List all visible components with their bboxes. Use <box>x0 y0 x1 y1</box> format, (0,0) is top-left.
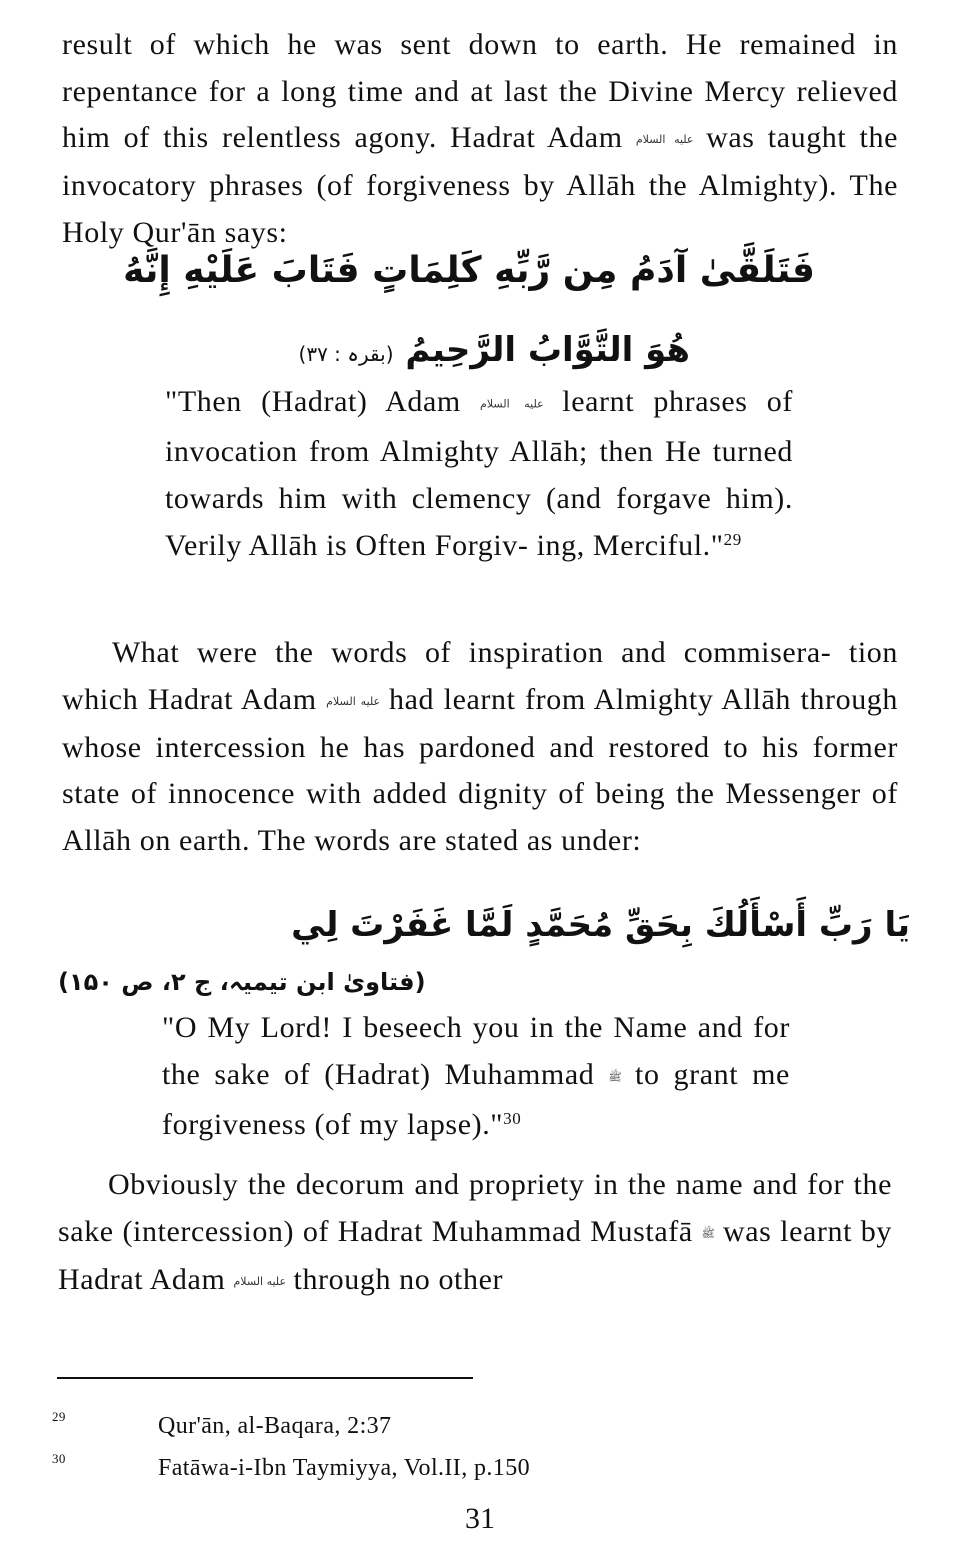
page-number: 31 <box>465 1502 495 1535</box>
footnote-ref-29: 29 <box>723 529 742 549</box>
footnote-number: 30 <box>52 1451 66 1466</box>
quote-1-text-b: learnt phrases of invocation from Almighty Allāh; then He turned towards him with clemency (and forgave him). Verily Allāh is Often Forgiv- ing, Merciful." <box>165 385 793 562</box>
honorific-mark: عليه السلام <box>635 132 694 146</box>
quote-2-text-a: "O My Lord! I beseech you in the Name and for the sake of (Hadrat) Muhammad <box>162 1011 790 1091</box>
paragraph-2-text-a: What were the words of inspiration and commisera- tion which Hadrat Adam <box>62 636 898 716</box>
footnote-divider <box>57 1377 473 1379</box>
quran-verse-line-2 <box>299 330 690 370</box>
paragraph-3-text-c: through no other <box>286 1262 504 1296</box>
quote-2 <box>162 1004 790 1148</box>
invocation-reference: (فتاویٰ ابن تیمیہ، ج ۲، ص ۱۵۰) <box>58 968 426 996</box>
paragraph-3-text-a: Obviously the decorum and propriety in the name and for the sake (intercession) of Hadrat Muhammad Mustafā <box>58 1168 892 1248</box>
paragraph-1-text-b: was taught the invocatory phrases (of forgiveness by Allāh the Almighty). The Holy Qur'ān says: <box>62 121 898 249</box>
honorific-mark: عليه السلام <box>326 694 381 708</box>
quote-1 <box>165 378 793 569</box>
footnote-text: Fatāwa-i-Ibn Taymiyya, Vol.II, p.150 <box>158 1455 530 1481</box>
salawat-mark: ﷺ <box>701 1226 715 1240</box>
paragraph-1-text-a: result of which he was sent down to earth. He remained in repentance for a long time and at last the Divine Mercy relieved him of this relentless agony. Hadrat Adam <box>62 28 898 154</box>
paragraph-3 <box>58 1162 892 1305</box>
paragraph-2 <box>62 630 898 864</box>
paragraph-3-text-b: was learnt by Hadrat Adam <box>58 1214 892 1296</box>
invocation-arabic: يَا رَبِّ أَسْأَلُكَ بِحَقِّ مُحَمَّدٍ لَمَّا غَفَرْتَ لِي <box>291 905 910 945</box>
quran-verse-reference: (بقرہ : ۳۷) <box>298 342 394 366</box>
footnote-number: 29 <box>52 1409 66 1424</box>
honorific-mark: عليه السلام <box>480 397 544 411</box>
paragraph-1 <box>62 22 898 256</box>
paragraph-2-text-b: had learnt from Almighty Allāh through whose intercession he has pardoned and restored to his former state of innocence with added dignity of being the Messenger of Allāh on earth. The words are stated as under: <box>62 682 899 857</box>
footnote-text: Qur'ān, al-Baqara, 2:37 <box>158 1413 392 1439</box>
quote-2-text-b: to grant me forgiveness (of my lapse)." <box>162 1058 790 1141</box>
salawat-mark: ﷺ <box>608 1070 622 1084</box>
quote-1-text-a: "Then (Hadrat) Adam <box>165 385 461 418</box>
footnote-ref-30: 30 <box>503 1108 522 1128</box>
honorific-mark: عليه السلام <box>233 1274 287 1288</box>
quran-verse-line-1: فَتَلَقَّىٰ آدَمُ مِن رَّبِّهِ كَلِمَاتٍ فَتَابَ عَلَيْهِ إِنَّهُ <box>123 250 815 291</box>
quran-verse-line-2-text: هُوَ التَّوَّابُ الرَّحِيمُ <box>405 330 690 370</box>
